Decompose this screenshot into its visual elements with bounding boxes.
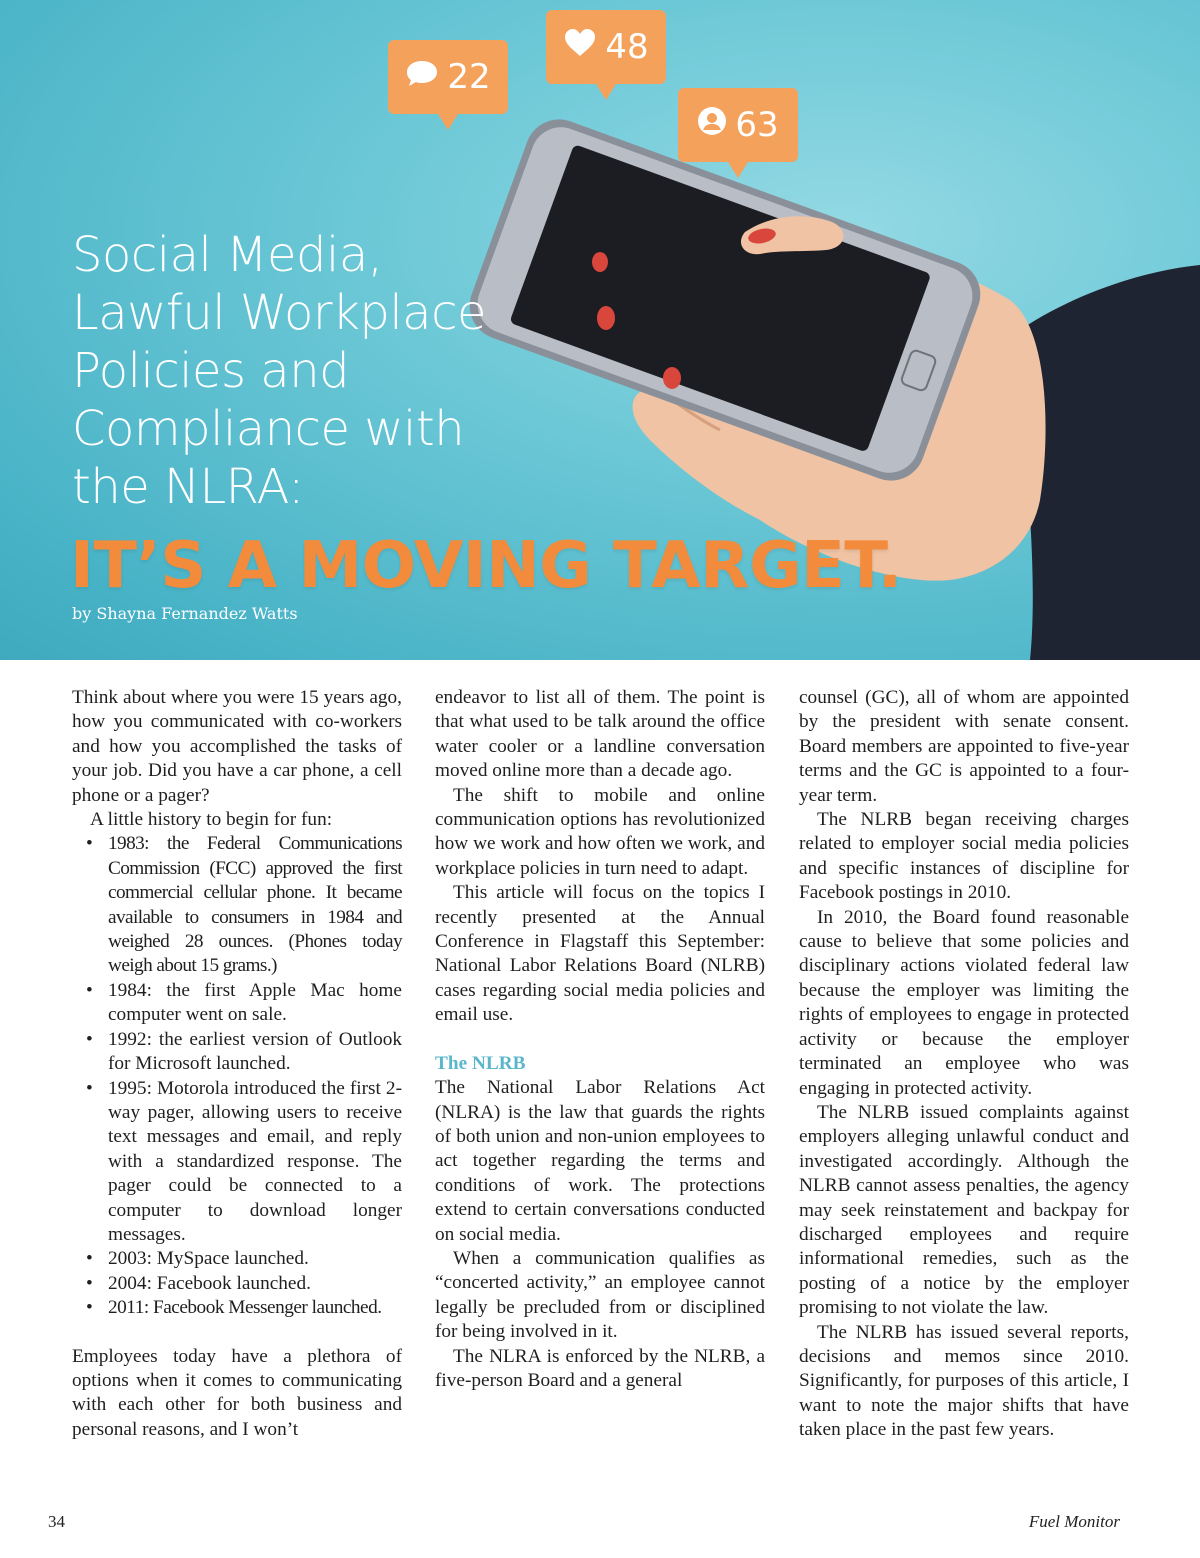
likes-count: 48 — [605, 27, 649, 67]
paragraph: In 2010, the Board found reasonable cause to believe that some policies and disciplinary actions violated federal law because the employer was limiting the rights of employees to engage in protected activity or because the employer terminated an employee who was engaging in protected activity. — [799, 906, 1129, 1099]
paragraph: The shift to mobile and online communication options has revolutionized how we work and how often we work, and workplace policies in turn need to adapt. — [435, 784, 765, 879]
paragraph: The NLRB has issued several reports, decisions and memos since 2010. Significantly, for purposes of this article, I want to note the major shifts that have taken place in the past few years. — [799, 1321, 1129, 1441]
list-item: • 1995: Motorola introduced the first 2-way pager, allowing users to receive text messages and email, and reply with a standardized response. The pager could be connected to a computer to download longer messages. — [86, 1077, 402, 1248]
headline-line: the NLRA: — [72, 459, 304, 515]
paragraph: A little history to begin for fun: — [90, 809, 333, 831]
paragraph: The NLRA is enforced by the NLRB, a five-person Board and a general — [435, 1345, 765, 1391]
headline-line: Compliance with — [72, 401, 465, 457]
paragraph: endeavor to list all of them. The point is that what used to be talk around the office water cooler or a landline conversation moved online more than a decade ago. — [435, 687, 765, 782]
history-list — [72, 832, 402, 1320]
headline-line: Social Media, — [72, 227, 383, 283]
paragraph: The NLRB began receiving charges related to employer social media policies and specific instances of discipline for Facebook postings in 2010. — [799, 809, 1129, 904]
article-column-3 — [799, 686, 1129, 1443]
list-item: • 1984: the first Apple Mac home computer went on sale. — [86, 979, 402, 1028]
comments-notification — [388, 40, 508, 134]
section-heading: The NLRB — [435, 1052, 526, 1074]
article-headline — [72, 226, 632, 516]
paragraph: Think about where you were 15 years ago, how you communicated with co-workers and how you accomplished the tasks of your job. Did you have a car phone, a cell phone or a pager? — [72, 687, 402, 806]
paragraph: Employees today have a plethora of options when it comes to communicating with each other for both business and personal reasons, and I won’t — [72, 1345, 402, 1440]
headline-line: Lawful Workplace — [72, 285, 487, 341]
paragraph: The National Labor Relations Act (NLRA) is the law that guards the rights of both union and non-union employees to act together regarding the terms and conditions of work. The protections extend to certain conversations conducted on social media. — [435, 1077, 765, 1245]
list-item: • 1983: the Federal Communications Commission (FCC) approved the first commercial cellular phone. It became available to consumers in 1984 and weighed 28 ounces. (Phones today weigh about 15 grams.) — [86, 832, 402, 978]
paragraph: The NLRB issued complaints against employers alleging unlawful conduct and investigated accordingly. Although the NLRB cannot assess penalties, the agency may seek reinstatement and backpay for discharged employees and require informational remedies, such as the posting of a notice by the employer promising to not violate the law. — [799, 1101, 1129, 1319]
byline: by Shayna Fernandez Watts — [72, 604, 298, 623]
list-item: • 2011: Facebook Messenger launched. — [86, 1296, 402, 1320]
followers-count: 63 — [735, 105, 779, 145]
comments-count: 22 — [447, 57, 491, 97]
paragraph: counsel (GC), all of whom are appointed by the president with senate consent. Board members are appointed to five-year terms and the GC is appointed to a four-year term. — [799, 687, 1129, 806]
followers-notification — [678, 88, 798, 182]
article-column-1 — [72, 686, 402, 1442]
paragraph: When a communication qualifies as “concerted activity,” an employee cannot legally be precluded from or disciplined for being involved in it. — [435, 1247, 765, 1343]
list-item: • 2004: Facebook launched. — [86, 1272, 402, 1296]
article-column-2 — [435, 686, 765, 1393]
likes-notification — [546, 10, 666, 104]
page-number: 34 — [48, 1512, 65, 1531]
heart-icon — [563, 27, 597, 67]
headline-line: Policies and — [72, 343, 350, 399]
paragraph: This article will focus on the topics I recently presented at the Annual Conference in Flagstaff this September: National Labor Relations Board (NLRB) cases regarding social media policies and email use. — [435, 882, 765, 1026]
hero-banner — [0, 0, 1200, 660]
publication-name: Fuel Monitor — [1028, 1512, 1120, 1531]
speech-bubble-icon — [405, 57, 439, 97]
list-item: • 2003: MySpace launched. — [86, 1247, 402, 1271]
user-icon — [697, 105, 727, 145]
headline-kicker: IT’S A MOVING TARGET. — [70, 529, 902, 603]
list-item: • 1992: the earliest version of Outlook for Microsoft launched. — [86, 1028, 402, 1077]
